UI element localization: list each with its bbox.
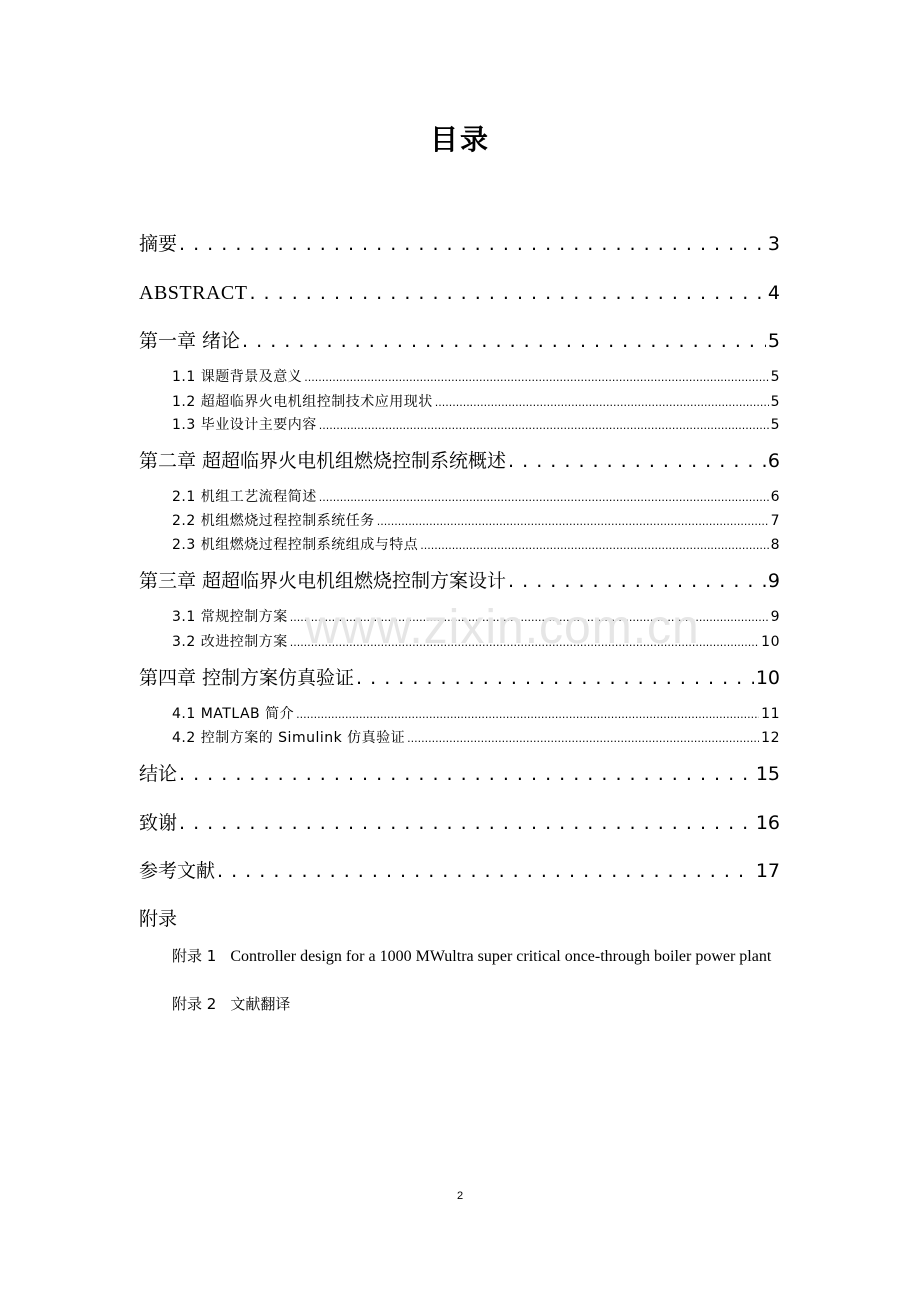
page-number: 2: [456, 1190, 464, 1202]
dot-leader: [179, 229, 766, 259]
dot-leader: [290, 631, 759, 654]
toc-entry-abstract-zh[interactable]: [139, 229, 780, 259]
toc-label: 3.2 改进控制方案: [172, 634, 288, 650]
dot-leader: [217, 856, 754, 886]
toc-label: 1.1 课题背景及意义: [172, 369, 303, 385]
toc-entry-chapter-3[interactable]: [139, 566, 780, 596]
toc-label: 3.1 常规控制方案: [172, 609, 288, 625]
dot-leader: [319, 486, 769, 509]
dot-leader: [407, 727, 759, 750]
toc-entry-section-4-1[interactable]: [172, 703, 780, 725]
toc-label: 4.2 控制方案的 Simulink 仿真验证: [172, 730, 406, 746]
toc-entry-chapter-4[interactable]: [139, 663, 780, 693]
toc-label: 第三章 超超临界火电机组燃烧控制方案设计: [139, 570, 507, 592]
toc-label: 2.3 机组燃烧过程控制系统组成与特点: [172, 537, 419, 553]
appendix-heading: 附录: [139, 908, 178, 930]
dot-leader: [304, 366, 768, 389]
toc-entry-section-2-2[interactable]: [172, 510, 780, 532]
toc-page-number: 5: [767, 330, 780, 352]
dot-leader: [296, 703, 759, 726]
watermark: www.zixin.com.cn: [305, 601, 700, 654]
toc-label: 致谢: [139, 812, 178, 834]
toc-page-number: 4: [767, 282, 780, 304]
toc-page-number: 6: [767, 450, 780, 472]
toc-page-number: 12: [761, 730, 780, 746]
appendix-title: Controller design for a 1000 MWultra super critical once-through boiler power plant: [230, 948, 772, 965]
appendix-title: 文献翻译: [230, 995, 291, 1013]
dot-leader: [356, 663, 754, 693]
toc-page-number: 15: [755, 763, 780, 785]
appendix-item-2[interactable]: [172, 992, 782, 1017]
toc-page-number: 10: [761, 634, 780, 650]
toc-entry-section-1-3[interactable]: [172, 414, 780, 436]
toc-label: 4.1 MATLAB 简介: [172, 706, 295, 722]
toc-entry-section-2-3[interactable]: [172, 534, 780, 556]
dot-leader: [179, 808, 754, 838]
toc-page-number: 16: [755, 812, 780, 834]
toc-page-number: 10: [755, 667, 780, 689]
dot-leader: [179, 759, 754, 789]
toc-page-number: 17: [755, 860, 780, 882]
toc-label: 第四章 控制方案仿真验证: [139, 667, 355, 689]
dot-leader: [249, 278, 765, 308]
toc-entry-chapter-1[interactable]: [139, 326, 780, 356]
toc-label: 结论: [139, 763, 178, 785]
toc-label: 第二章 超超临界火电机组燃烧控制系统概述: [139, 450, 507, 472]
toc-entry-references[interactable]: [139, 856, 780, 886]
toc-page-number: 3: [767, 233, 780, 255]
toc-entry-section-2-1[interactable]: [172, 486, 780, 508]
dot-leader: [377, 510, 769, 533]
dot-leader: [508, 566, 766, 596]
toc-label: 参考文献: [139, 860, 216, 882]
appendix-item-1[interactable]: [172, 944, 782, 969]
toc-label: 第一章 绪论: [139, 330, 241, 352]
toc-label: 2.2 机组燃烧过程控制系统任务: [172, 513, 375, 529]
toc-entry-abstract-en[interactable]: [139, 278, 780, 308]
toc-entry-section-4-2[interactable]: [172, 727, 780, 749]
toc-page-number: 11: [761, 706, 780, 722]
toc-label: 1.2 超超临界火电机组控制技术应用现状: [172, 394, 433, 410]
appendix-number: 附录 1: [172, 947, 217, 965]
toc-label: 1.3 毕业设计主要内容: [172, 417, 317, 433]
toc-label: ABSTRACT: [139, 282, 248, 304]
toc-page-number: 9: [770, 609, 780, 625]
toc-entry-section-3-2[interactable]: [172, 631, 780, 653]
toc-page-number: 5: [770, 394, 780, 410]
toc-page-number: 6: [770, 489, 780, 505]
toc-label: 2.1 机组工艺流程简述: [172, 489, 317, 505]
toc-entry-section-1-2[interactable]: [172, 391, 780, 413]
toc-entry-acknowledgement[interactable]: [139, 808, 780, 838]
dot-leader: [290, 606, 769, 629]
toc-entry-section-3-1[interactable]: [172, 606, 780, 628]
toc-page-number: 8: [770, 537, 780, 553]
dot-leader: [319, 414, 769, 437]
toc-page-number: 5: [770, 369, 780, 385]
dot-leader: [435, 391, 769, 414]
appendix-number: 附录 2: [172, 995, 217, 1013]
toc-page-number: 7: [770, 513, 780, 529]
toc-label: 摘要: [139, 233, 178, 255]
toc-page-number: 9: [767, 570, 780, 592]
toc-entry-chapter-2[interactable]: [139, 446, 780, 476]
toc-entry-conclusion[interactable]: [139, 759, 780, 789]
toc-page-number: 5: [770, 417, 780, 433]
dot-leader: [242, 326, 766, 356]
dot-leader: [508, 446, 766, 476]
dot-leader: [420, 534, 768, 557]
toc-entry-section-1-1[interactable]: [172, 366, 780, 388]
page-title: 目录: [429, 123, 490, 156]
